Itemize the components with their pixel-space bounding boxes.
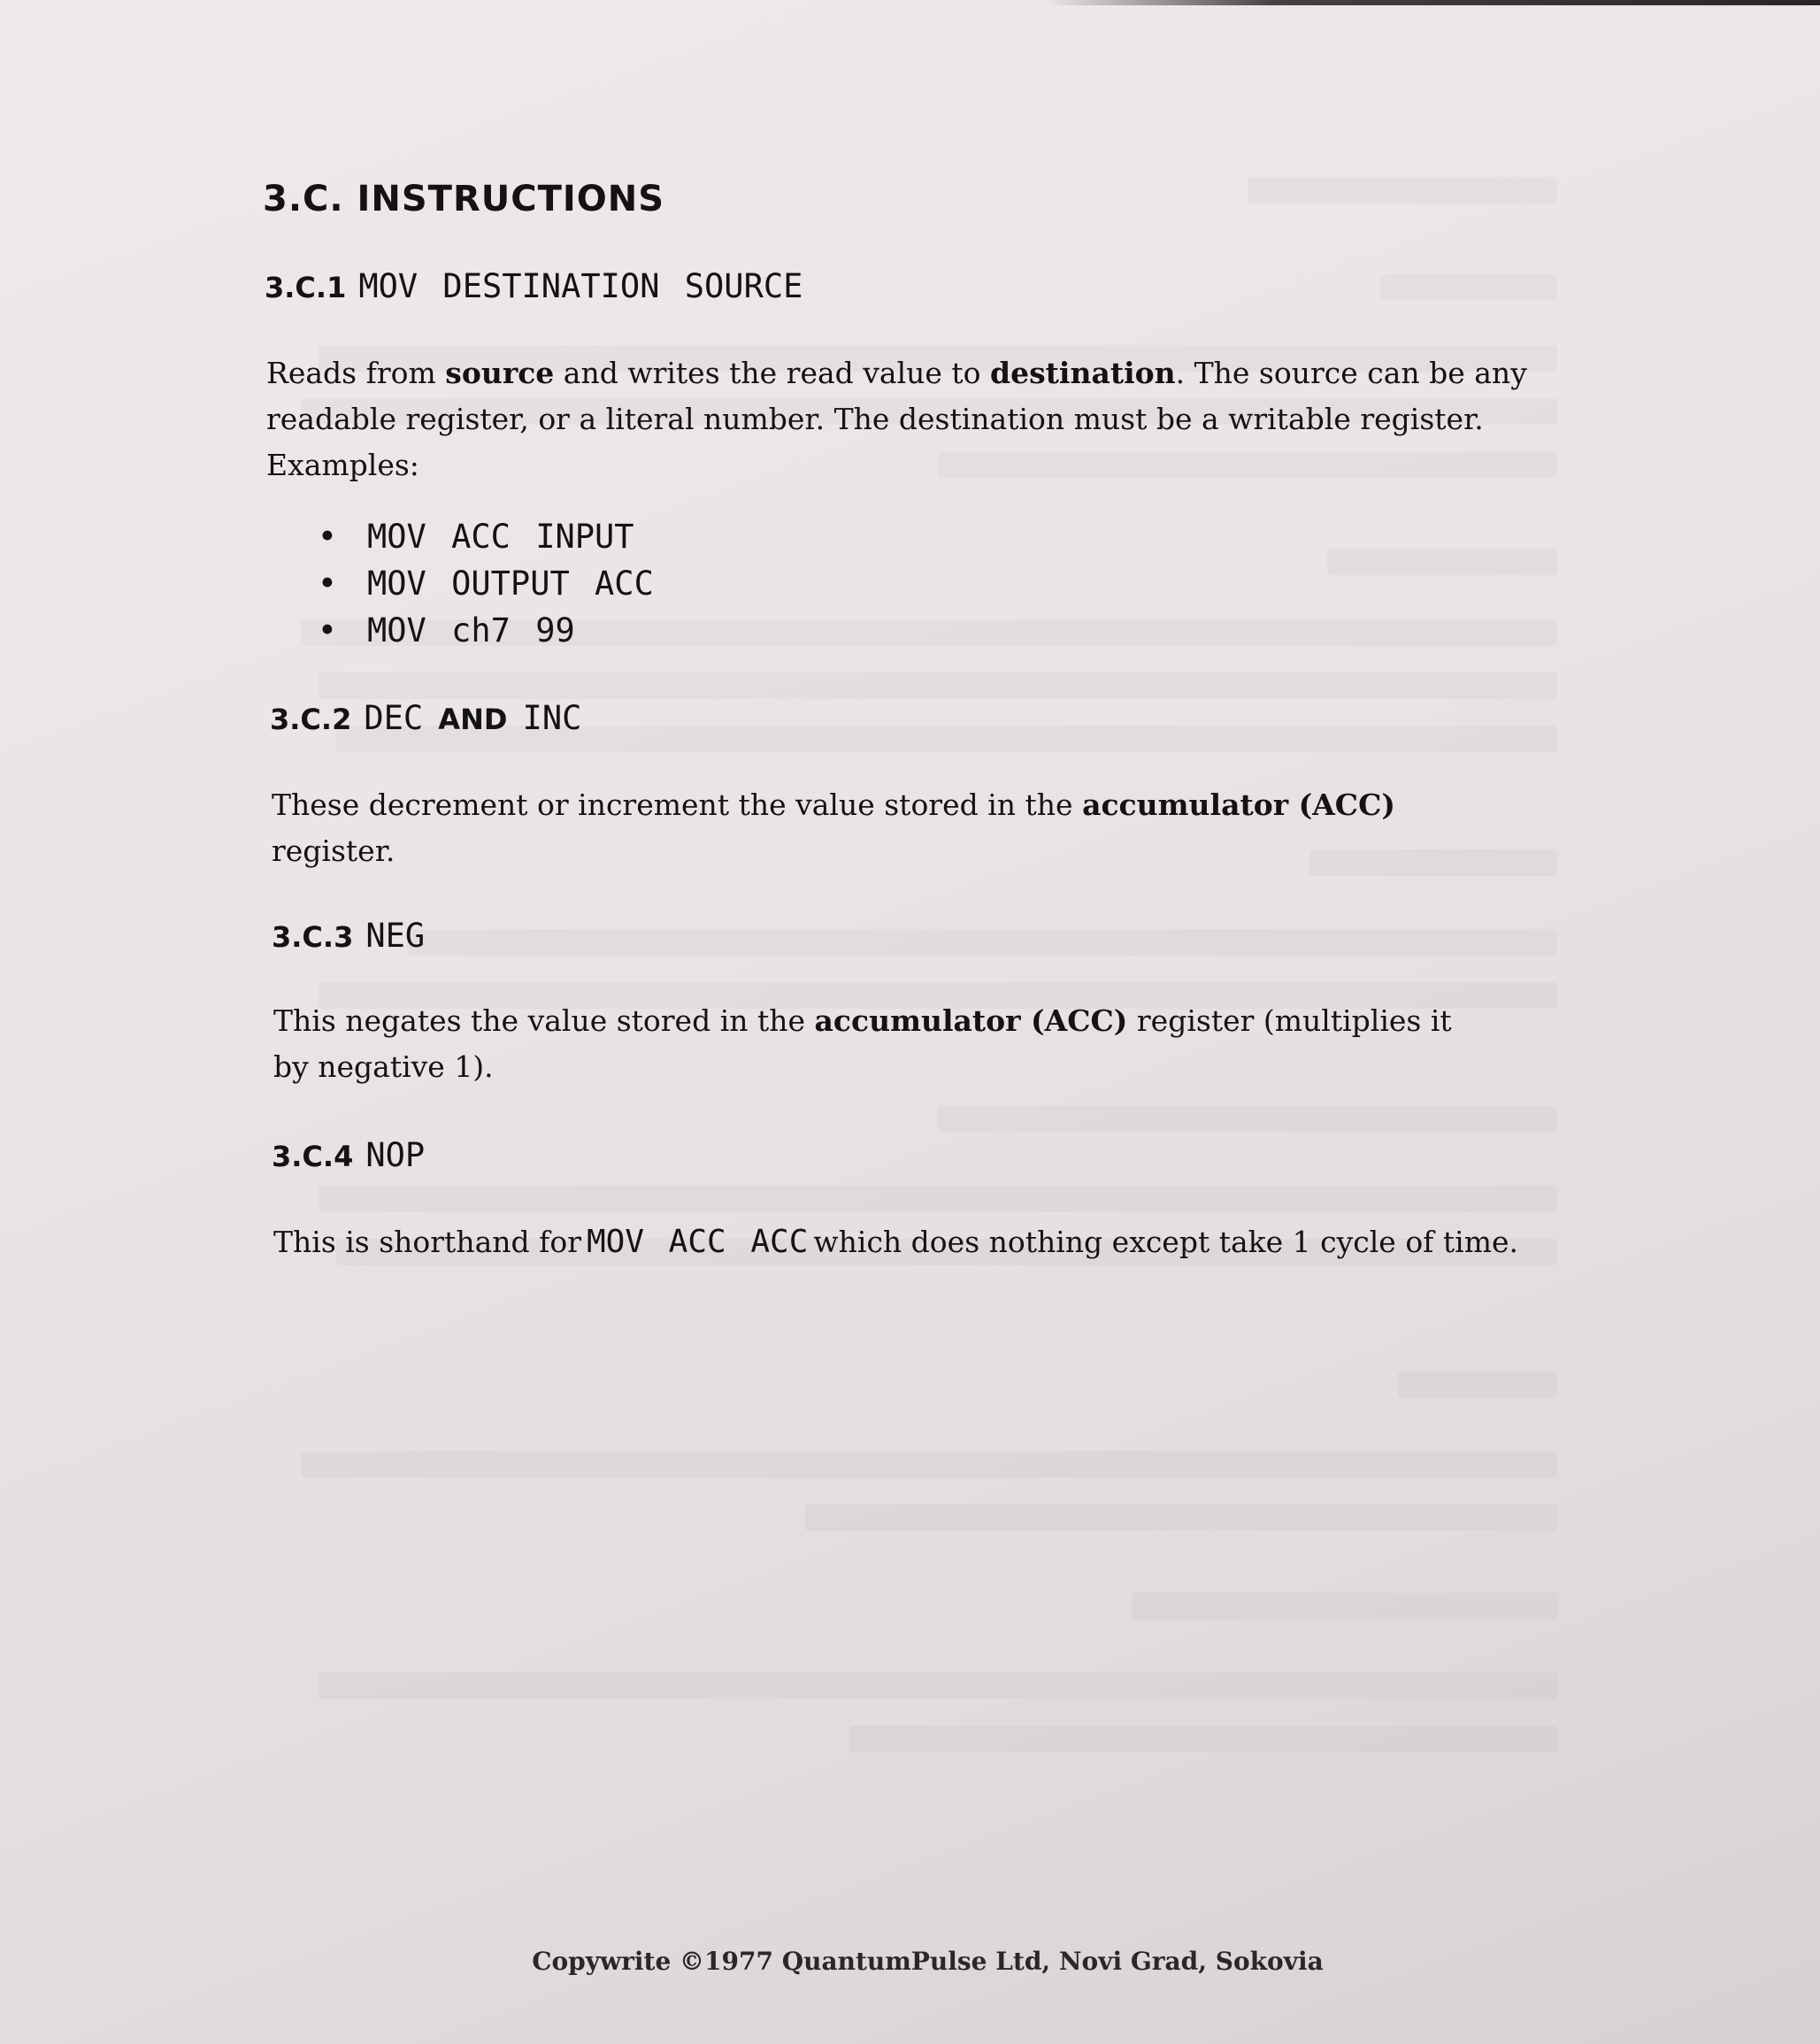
mov-heading: [265, 267, 802, 305]
nop-heading-number: 3.C.4: [272, 1140, 354, 1173]
bleed-line: [407, 929, 1557, 956]
nop-heading-text: NOP: [365, 1136, 426, 1174]
dec-inc-heading-number: 3.C.2: [270, 703, 352, 736]
list-item: • MOV ch7 99: [318, 607, 654, 654]
mov-heading-number: 3.C.1: [265, 271, 347, 304]
copyright-text: Copywrite ©1977 QuantumPulse Ltd, Novi Grad, Sokovia: [532, 1947, 1324, 1976]
accumulator-term: accumulator (ACC): [814, 1003, 1128, 1038]
inc-heading-text: INC: [522, 699, 582, 737]
and-heading-text: AND: [438, 703, 508, 736]
neg-heading-number: 3.C.3: [272, 920, 354, 954]
bleed-line: [849, 1725, 1557, 1752]
nop-description: [273, 1219, 1583, 1265]
bleed-line: [1398, 1372, 1557, 1398]
bleed-line: [805, 1504, 1557, 1531]
mov-text-2: and writes the read value to: [554, 356, 991, 390]
nop-text-1: This is shorthand for: [273, 1225, 581, 1259]
dec-inc-text-1: These decrement or increment the value stored in the: [272, 788, 1083, 822]
bleed-line: [319, 1186, 1557, 1212]
bleed-line: [1380, 274, 1557, 301]
dec-inc-description: [272, 782, 1510, 874]
mov-heading-text: MOV DESTINATION SOURCE: [358, 267, 803, 305]
accumulator-term: accumulator (ACC): [1082, 788, 1395, 822]
section-title: 3.C. INSTRUCTIONS: [263, 179, 665, 219]
neg-description: [273, 998, 1494, 1090]
bleed-line: [319, 672, 1557, 699]
neg-text-1: This negates the value stored in the: [273, 1003, 815, 1038]
dec-heading-text: DEC: [364, 699, 424, 737]
source-term: source: [445, 356, 555, 390]
neg-heading-text: NEG: [365, 917, 426, 955]
list-item: • MOV ACC INPUT: [318, 513, 654, 560]
dec-inc-heading: [270, 699, 581, 737]
bleed-line: [1327, 549, 1557, 575]
destination-term: destination: [990, 356, 1176, 390]
dec-inc-text-2: register.: [272, 834, 395, 868]
nop-code: MOV ACC ACC: [586, 1224, 809, 1260]
mov-description: [266, 350, 1585, 488]
copyright-footer: [0, 1947, 1820, 1976]
mov-text-3: . The source can be any readable register, or a literal number. The destination must be a writable register. Examples:: [266, 356, 1527, 482]
neg-text-2: register (multiplies it by negative 1).: [273, 1003, 1452, 1084]
bleed-line: [301, 1451, 1557, 1478]
mov-text-1: Reads from: [266, 356, 446, 390]
nop-text-2: which does nothing except take 1 cycle of time.: [813, 1225, 1519, 1259]
bleed-line: [1248, 177, 1557, 204]
nop-heading: [272, 1136, 425, 1174]
page-top-edge-shadow: [1044, 0, 1820, 5]
list-item: • MOV OUTPUT ACC: [318, 560, 654, 607]
mov-examples-list: [318, 513, 654, 654]
bleed-line: [938, 1106, 1557, 1133]
neg-heading: [272, 917, 425, 955]
bleed-line: [319, 1672, 1557, 1699]
bleed-line: [1133, 1593, 1557, 1619]
